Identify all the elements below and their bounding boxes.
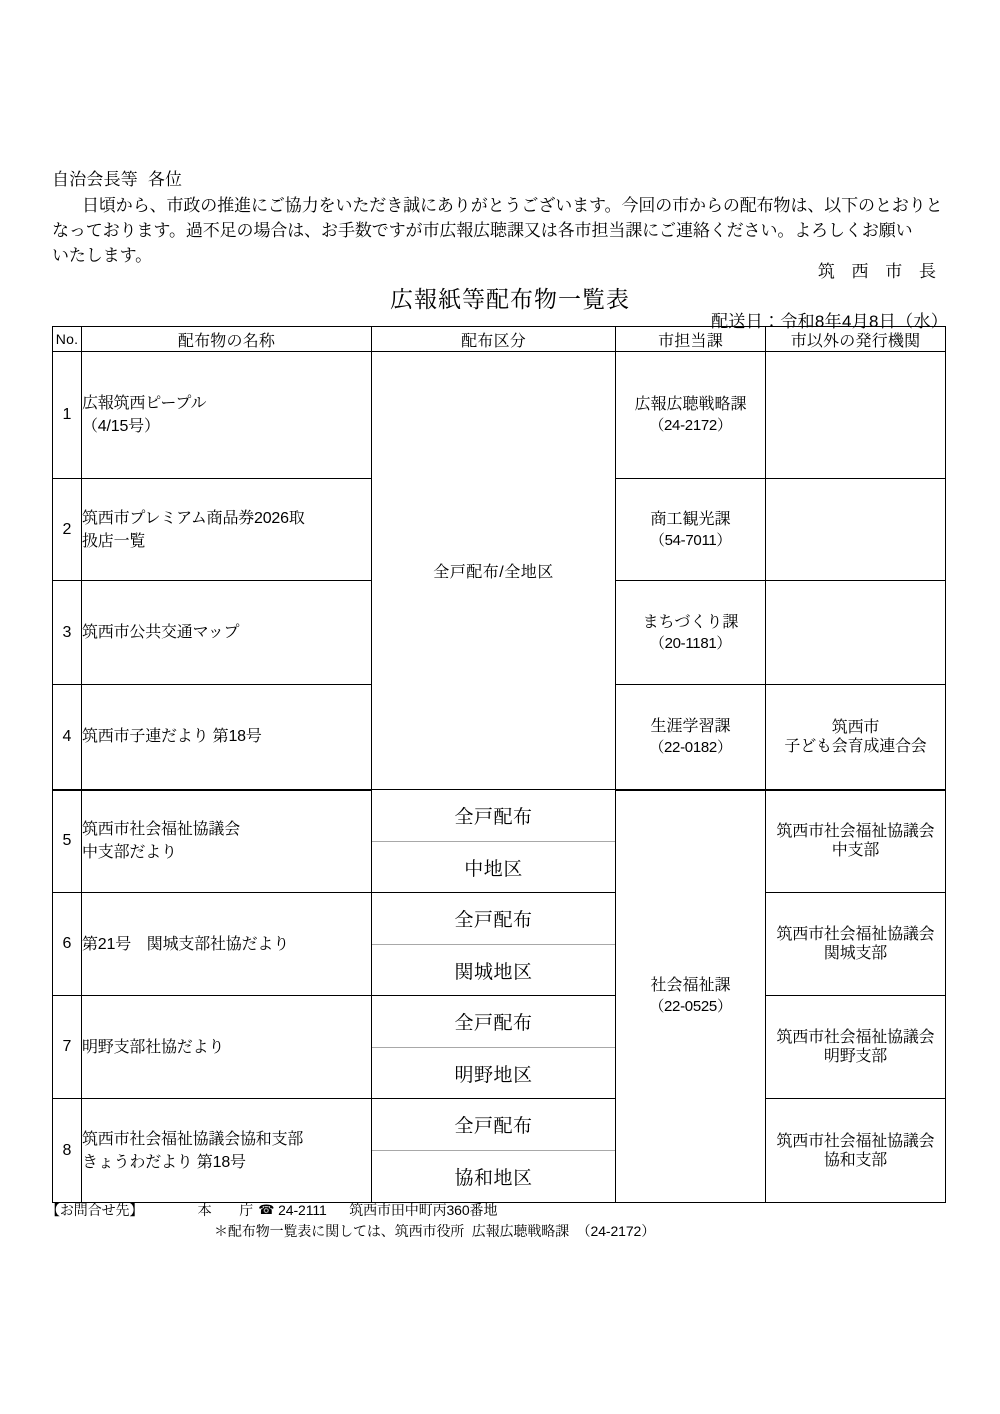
row-zone-all-households: 全戸配布 xyxy=(372,790,615,842)
row-no: 6 xyxy=(53,893,82,996)
intro-line-2: なっております。過不足の場合は、お手数ですが市広報広聴課又は各市担当課にご連絡ください。よろしくお願い xyxy=(52,221,913,240)
row-issuer-line-1: 筑西市社会福祉協議会 xyxy=(776,1029,935,1046)
table-body xyxy=(53,352,946,1203)
row-issuer-line-1: 筑西市社会福祉協議会 xyxy=(776,926,935,943)
row-issuer-line-2: 関城支部 xyxy=(823,945,888,962)
table-row xyxy=(53,352,946,479)
row-name xyxy=(82,479,372,581)
row-no: 5 xyxy=(53,790,82,893)
row-issuer-line-1: 筑西市社会福祉協議会 xyxy=(776,1132,935,1150)
merged-dept-tel: （22-0525） xyxy=(649,998,732,1016)
row-name-line-1: 第21号 関城支部社協だより xyxy=(82,935,289,953)
row-issuer-line-1: 筑西市社会福祉協議会 xyxy=(776,823,935,841)
contact-address: 筑西市田中町丙360番地 xyxy=(349,1202,498,1218)
row-zone-split xyxy=(372,1099,616,1203)
row-no: 8 xyxy=(53,1099,82,1203)
telephone-icon: ☎ xyxy=(258,1202,275,1217)
row-dept-name: 広報広聴戦略課 xyxy=(634,396,747,413)
contact-line-2: ＊配布物一覧表に関しては、筑西市役所 広報広聴戦略課 （24-2172） xyxy=(214,1223,656,1239)
row-name xyxy=(82,996,372,1099)
row-zone-all-households: 全戸配布 xyxy=(372,893,615,945)
row-issuer xyxy=(766,352,946,479)
contact-line-1 xyxy=(46,1200,946,1221)
row-zone-district: 明野地区 xyxy=(454,1064,533,1086)
row-zone-all-households: 全戸配布 xyxy=(372,996,615,1048)
contact-tel: 24-2111 xyxy=(278,1202,327,1218)
row-name xyxy=(82,893,372,996)
intro-line-3: いたします。 xyxy=(52,246,153,265)
header-issuer: 市以外の発行機関 xyxy=(766,327,946,352)
row-issuer-line-2: 協和支部 xyxy=(823,1151,888,1169)
row-issuer xyxy=(766,1099,946,1203)
row-no: 1 xyxy=(53,352,82,479)
row-zone-all-households: 全戸配布 xyxy=(372,1099,615,1151)
row-dept xyxy=(616,685,766,790)
table-header-row xyxy=(53,327,946,352)
row-zone-split xyxy=(372,996,616,1099)
row-name xyxy=(82,581,372,685)
merged-dept-name: 社会福祉課 xyxy=(650,977,731,995)
header-name: 配布物の名称 xyxy=(82,327,372,352)
row-dept-name: 生涯学習課 xyxy=(650,717,731,735)
table-header xyxy=(53,327,946,352)
header-no: No. xyxy=(53,327,82,352)
row-zone-district: 中地区 xyxy=(464,858,523,880)
addressee-line: 自治会長等 各位 xyxy=(52,170,183,189)
row-name-line-1: 筑西市子連だより 第18号 xyxy=(82,728,262,746)
contact-label: 【お問合せ先】 xyxy=(46,1202,144,1218)
row-issuer-line-2: 中支部 xyxy=(831,842,880,860)
row-name-line-2: きょうわだより 第18号 xyxy=(82,1153,246,1171)
page-title: 広報紙等配布物一覧表 xyxy=(390,286,630,312)
row-issuer xyxy=(766,479,946,581)
row-dept-merged xyxy=(616,790,766,1203)
row-issuer xyxy=(766,893,946,996)
row-no: 4 xyxy=(53,685,82,790)
row-issuer xyxy=(766,790,946,893)
row-dept-name: 商工観光課 xyxy=(650,510,731,528)
intro-line-1: 日頃から、市政の推進にご協力をいただき誠にありがとうございます。今回の市からの配布物は、以下のとおりと xyxy=(82,196,943,215)
row-zone-merged: 全戸配布/全地区 xyxy=(372,352,616,790)
delivery-date: 配送日：令和8年4月8日（水） xyxy=(711,312,948,331)
row-zone-district: 関城地区 xyxy=(454,961,533,983)
table-row xyxy=(53,1099,946,1203)
distribution-table-wrap xyxy=(52,326,945,1203)
table-row xyxy=(53,893,946,996)
row-dept-tel: （24-2172） xyxy=(649,417,732,434)
intro-block xyxy=(52,168,948,268)
row-name xyxy=(82,352,372,479)
table-row xyxy=(53,790,946,893)
row-no: 3 xyxy=(53,581,82,685)
row-zone-split xyxy=(372,893,616,996)
row-name-line-1: 筑西市公共交通マップ xyxy=(82,624,240,641)
row-name-line-2: 中支部だより xyxy=(82,844,177,862)
row-no: 2 xyxy=(53,479,82,581)
row-name xyxy=(82,790,372,893)
contact-office: 本 庁 xyxy=(197,1202,254,1218)
row-issuer xyxy=(766,581,946,685)
row-issuer xyxy=(766,996,946,1099)
contact-footer xyxy=(46,1200,946,1242)
row-dept xyxy=(616,352,766,479)
row-name-line-2: 扱店一覧 xyxy=(82,532,146,550)
mayor-signature: 筑 西 市 長 xyxy=(817,262,942,281)
row-name-line-1: 筑西市プレミアム商品券2026取 xyxy=(82,509,305,527)
row-name-line-1: 筑西市社会福祉協議会協和支部 xyxy=(82,1130,304,1148)
row-issuer-line-2: 明野支部 xyxy=(823,1048,888,1065)
row-dept-name: まちづくり課 xyxy=(642,613,739,631)
distribution-table xyxy=(52,326,946,1203)
row-name-line-2: （4/15号） xyxy=(82,418,160,435)
row-name-line-1: 広報筑西ピープル xyxy=(82,395,207,412)
header-dept: 市担当課 xyxy=(616,327,766,352)
row-dept-tel: （54-7011） xyxy=(649,531,732,549)
row-dept-tel: （20-1181） xyxy=(649,634,732,652)
header-zone: 配布区分 xyxy=(372,327,616,352)
row-name-line-1: 筑西市社会福祉協議会 xyxy=(82,821,241,839)
row-issuer-line-2: 子ども会育成連合会 xyxy=(784,737,927,755)
row-no: 7 xyxy=(53,996,82,1099)
row-dept-tel: （22-0182） xyxy=(649,738,732,756)
table-row xyxy=(53,996,946,1099)
row-name xyxy=(82,1099,372,1203)
row-dept xyxy=(616,581,766,685)
row-dept xyxy=(616,479,766,581)
row-name-line-1: 明野支部社協だより xyxy=(82,1038,225,1056)
row-issuer xyxy=(766,685,946,790)
row-issuer-line-1: 筑西市 xyxy=(831,718,880,736)
row-zone-split xyxy=(372,790,616,893)
row-name xyxy=(82,685,372,790)
row-zone-district: 協和地区 xyxy=(454,1168,533,1189)
